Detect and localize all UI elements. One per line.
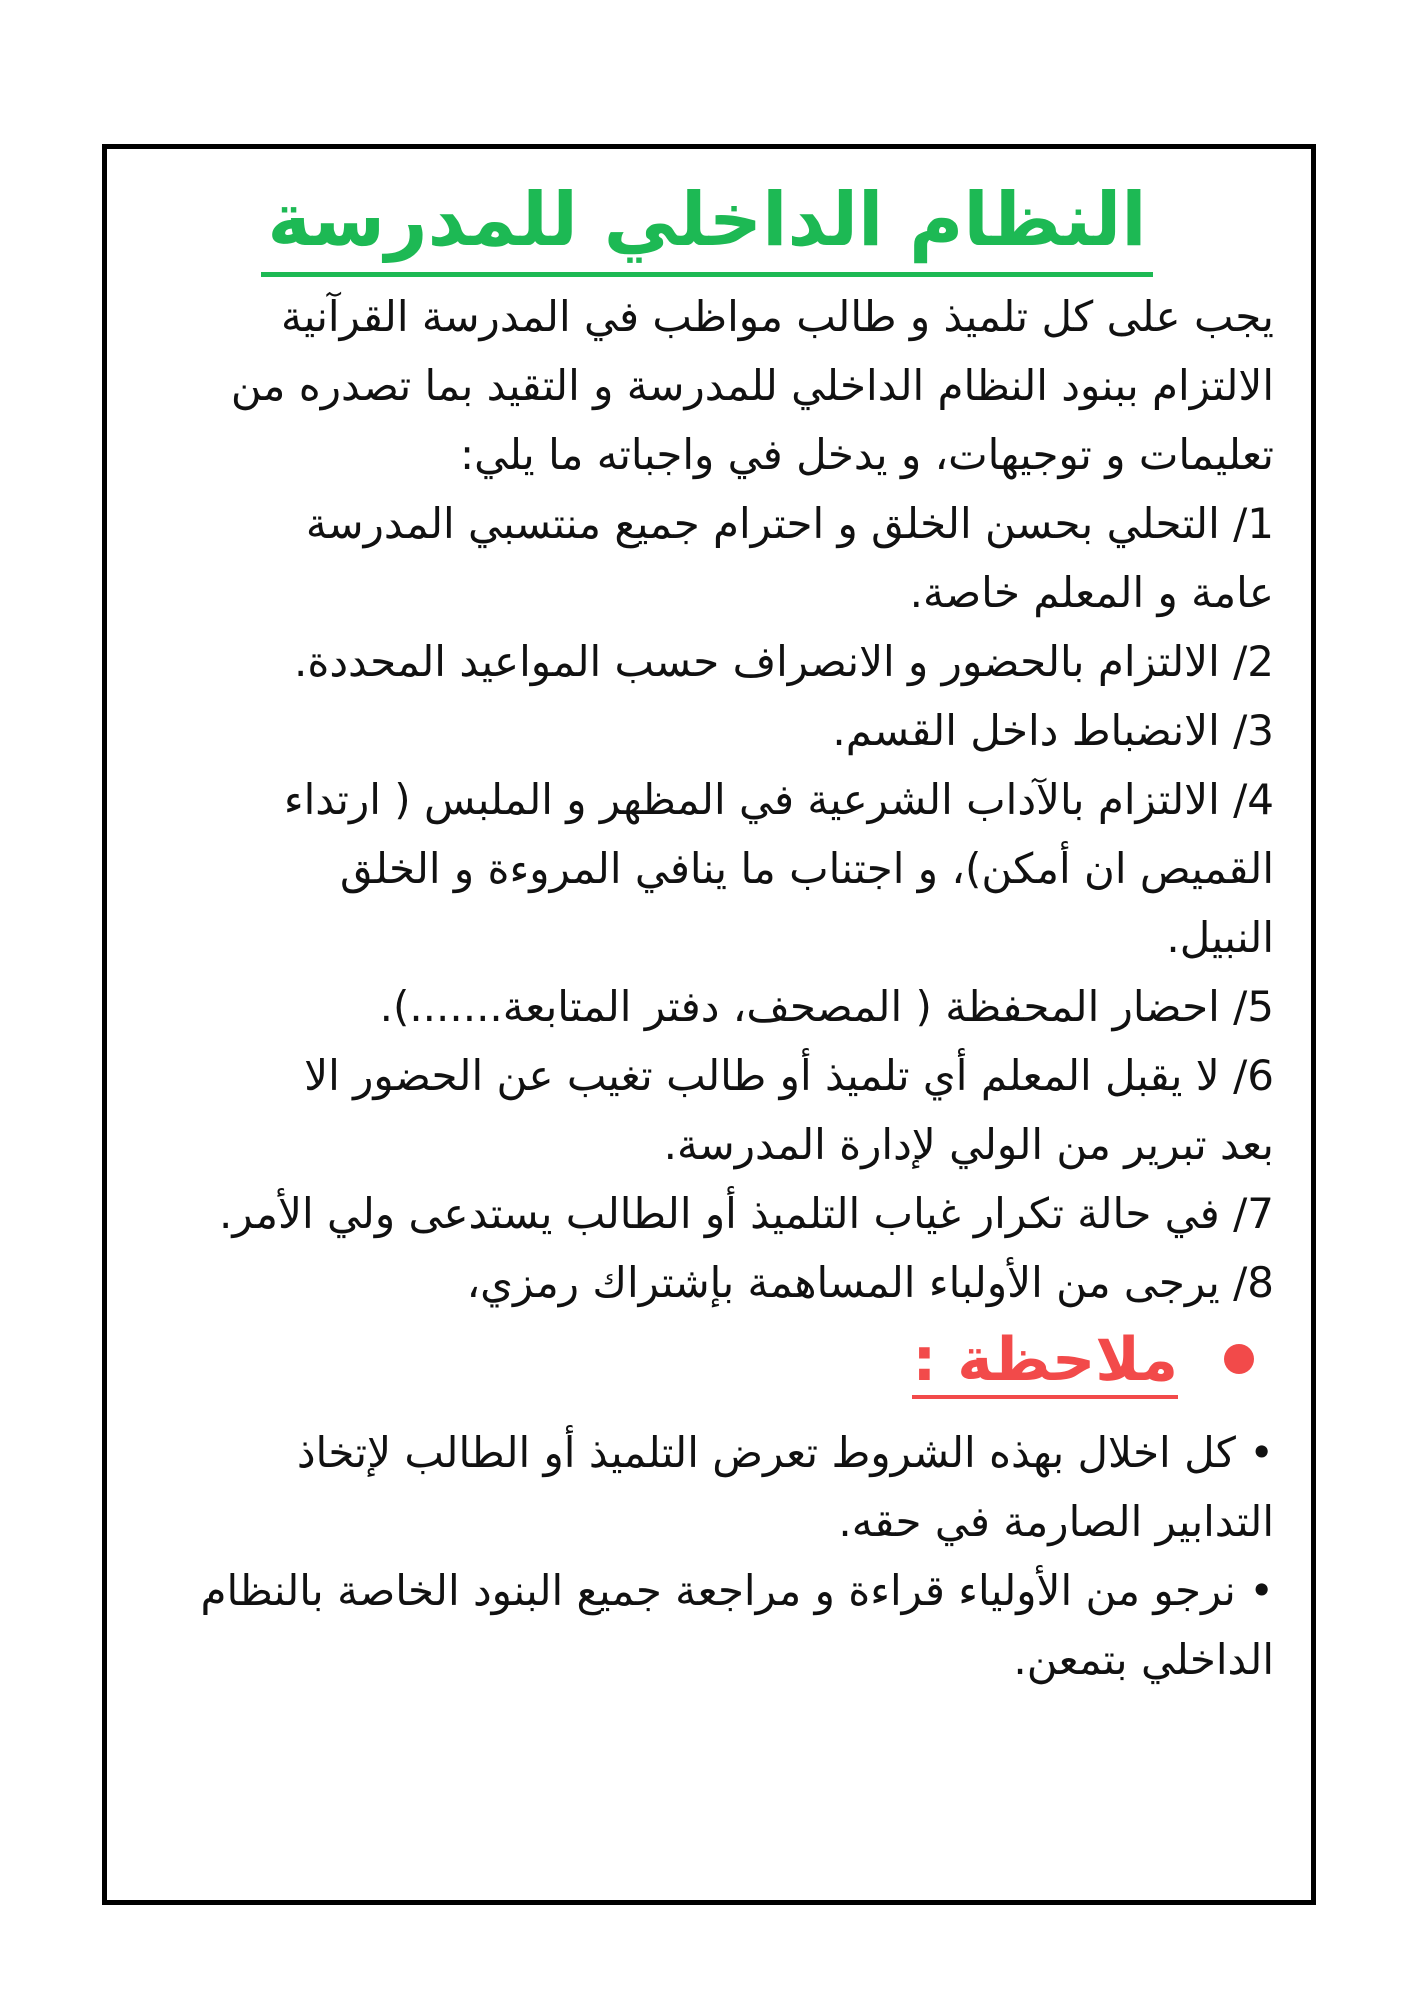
note-heading-text: ملاحظة :	[912, 1325, 1178, 1399]
rule-item-3: 3/ الانضباط داخل القسم.	[832, 706, 1274, 755]
notes-body	[130, 1418, 1274, 1694]
title-text: النظام الداخلي للمدرسة	[261, 170, 1152, 277]
document-title	[0, 170, 1414, 277]
rule-item-5: 5/ احضار المحفظة ( المصحف، دفتر المتابعة.......).	[379, 982, 1274, 1031]
rules-line: الالتزام ببنود النظام الداخلي للمدرسة و التقيد بما تصدره من	[230, 361, 1274, 410]
rules-line: القميص ان أمكن)، و اجتناب ما ينافي المروءة و الخلق	[340, 844, 1274, 893]
rule-item-8: 8/ يرجى من الأولباء المساهمة بإشتراك رمزي،	[466, 1258, 1274, 1307]
rule-item-4: 4/ الالتزام بالآداب الشرعية في المظهر و الملبس ( ارتداء	[283, 775, 1274, 824]
rules-line: النبيل.	[1166, 913, 1274, 962]
note-line: • نرجو من الأولياء قراءة و مراجعة جميع البنود الخاصة بالنظام	[200, 1566, 1274, 1615]
rule-item-2: 2/ الالتزام بالحضور و الانصراف حسب المواعيد المحددة.	[294, 637, 1274, 686]
note-line: التدابير الصارمة في حقه.	[838, 1497, 1274, 1546]
rule-item-7: 7/ في حالة تكرار غياب التلميذ أو الطالب يستدعى ولي الأمر.	[219, 1189, 1274, 1238]
rules-line: بعد تبرير من الولي لإدارة المدرسة.	[663, 1120, 1274, 1169]
rules-line: عامة و المعلم خاصة.	[909, 568, 1274, 617]
note-heading	[912, 1320, 1254, 1400]
rules-body	[130, 282, 1274, 1317]
rules-line: يجب على كل تلميذ و طالب مواظب في المدرسة القرآنية	[281, 292, 1274, 341]
note-line: الداخلي بتمعن.	[1013, 1635, 1274, 1684]
rules-line: تعليمات و توجيهات، و يدخل في واجباته ما يلي:	[459, 430, 1274, 479]
note-line: • كل اخلال بهذه الشروط تعرض التلميذ أو الطالب لإتخاذ	[296, 1428, 1274, 1477]
rule-item-1: 1/ التحلي بحسن الخلق و احترام جميع منتسبي المدرسة	[305, 499, 1274, 548]
rule-item-6: 6/ لا يقبل المعلم أي تلميذ أو طالب تغيب عن الحضور الا	[304, 1051, 1274, 1100]
bullet-dot-icon	[1224, 1344, 1254, 1374]
